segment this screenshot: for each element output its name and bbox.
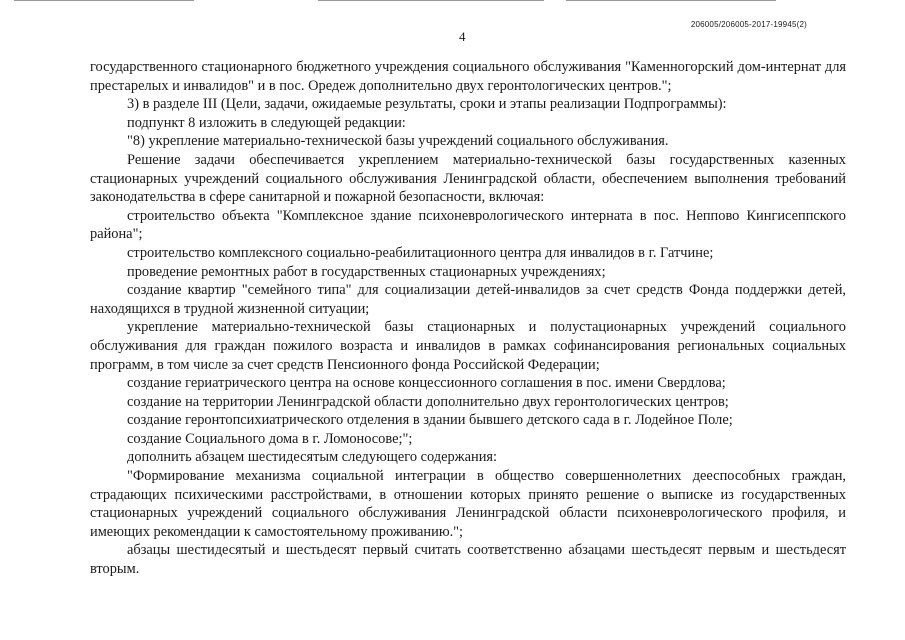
paragraph: создание гериатрического центра на основе концессионного соглашения в пос. имени Свердлова; [127,375,726,392]
paragraph: создание Социального дома в г. Ломоносове;"; [127,430,413,447]
paragraph: абзацы шестидесятый и шестьдесят первый считать соответственно абзацами шестьдесят первым и шестьдесят вторым. [90,542,846,578]
paragraph: проведение ремонтных работ в государственных стационарных учреждениях; [127,263,606,280]
document-id: 206005/206005-2017-19945(2) [690,20,807,29]
paragraph: 3) в разделе III (Цели, задачи, ожидаемые результаты, сроки и этапы реализации Подпрограммы): [127,96,727,113]
page-number: 4 [459,29,466,44]
paragraph: государственного стационарного бюджетного учреждения социального обслуживания "Каменногорский дом-интернат для престарелых и инвалидов" и в пос. Оредеж дополнительно двух геронтологических центров."; [90,59,846,94]
paragraph: создание геронтопсихиатрического отделения в здании бывшего детского сада в г. Лодейное Поле; [127,412,733,429]
paragraph: строительство комплексного социально-реабилитационного центра для инвалидов в г. Гатчине; [127,244,714,261]
paragraph: "Формирование механизма социальной интеграции в общество совершеннолетних дееспособных граждан, страдающих психическими расстройствами, в отношении которых принято решение о выписке из государственных стационарных учреждений социального обслуживания Ленинградской области психоневрологического профиля, и имеющих рекомендации к самостоятельному проживанию."; [90,468,846,540]
scan-top-rule-middle [318,0,544,1]
paragraph: Решение задачи обеспечивается укреплением материально-технической базы государственных казенных стационарных учреждений социального обслуживания Ленинградской области, обеспечением выполнения требований законодательства в сфере санитарной и пожарной безопасности, включая: [90,151,846,206]
document-body [90,58,846,579]
paragraph: "8) укрепление материально-технической базы учреждений социального обслуживания. [127,133,669,150]
paragraph: подпункт 8 изложить в следующей редакции: [127,114,406,131]
paragraph: строительство объекта "Комплексное здание психоневрологического интерната в пос. Неппово Кингисеппского района"; [90,207,846,243]
paragraph: создание квартир "семейного типа" для социализации детей-инвалидов за счет средств Фонда поддержки детей, находящихся в трудной жизненной ситуации; [90,282,846,317]
scan-top-rule-right [566,0,776,1]
paragraph: дополнить абзацем шестидесятым следующего содержания: [127,449,498,466]
paragraph: создание на территории Ленинградской области дополнительно двух геронтологических центров; [127,393,729,410]
scan-top-rule-left [14,0,194,1]
paragraph: укрепление материально-технической базы стационарных и полустационарных учреждений социального обслуживания для граждан пожилого возраста и инвалидов в рамках софинансирования региональных социальных программ, в том числе за счет средств Пенсионного фонда Российской Федерации; [90,319,846,373]
